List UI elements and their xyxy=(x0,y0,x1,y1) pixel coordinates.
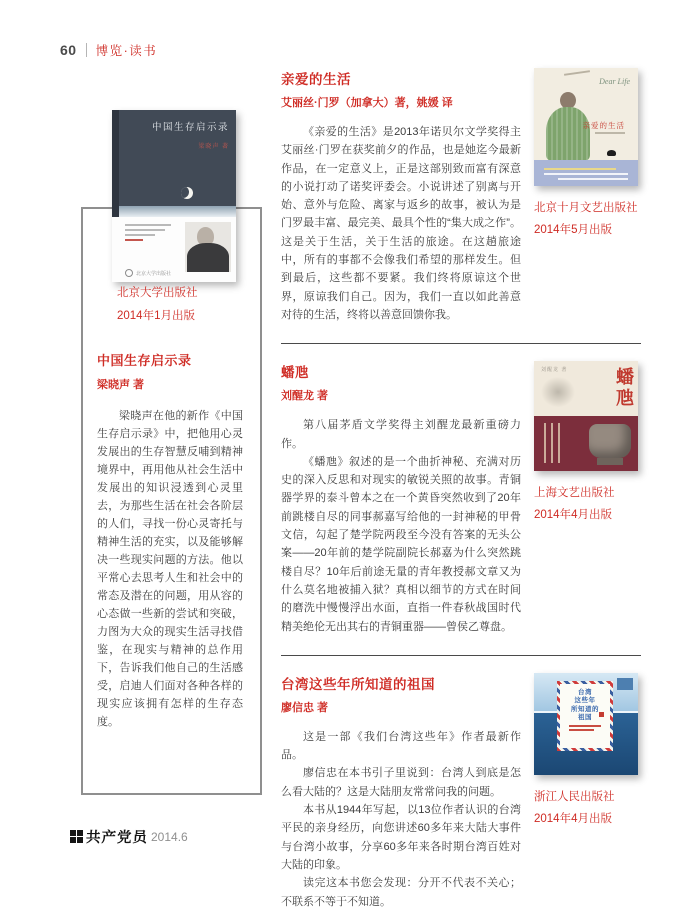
envelope-title-line: 祖国 xyxy=(578,714,592,722)
imprint-text: 北京大学出版社 xyxy=(136,270,172,277)
review-author: 艾丽丝·门罗（加拿大）著，姚媛 译 xyxy=(281,97,453,109)
airmail-envelope xyxy=(557,681,613,751)
review-dear-life xyxy=(281,68,641,324)
book-cover-taiwan xyxy=(534,673,638,775)
magazine-name: 共产党员 xyxy=(85,830,149,846)
review-main xyxy=(281,361,521,636)
feature-column xyxy=(97,282,243,742)
publish-date: 2014年4月出版 xyxy=(534,812,612,825)
cover-top-panel xyxy=(534,361,638,416)
cover-author-small-text: 刘醒龙 著 xyxy=(541,367,568,374)
cover-bottom-panel xyxy=(534,416,638,471)
review-paragraph: 第八届茅盾文学奖得主刘醒龙最新重磅力作。 xyxy=(281,419,521,450)
feature-title: 中国生存启示录 xyxy=(97,353,192,368)
cover-author-text: 梁晓声 著 xyxy=(198,144,229,150)
review-author: 刘醒龙 著 xyxy=(281,390,329,403)
feature-author: 梁晓声 著 xyxy=(97,379,145,391)
branch-decoration xyxy=(564,70,590,76)
header-separator xyxy=(86,43,87,57)
review-publisher-block xyxy=(534,197,641,241)
review-side xyxy=(534,673,641,911)
corner-tag xyxy=(617,678,633,690)
issue-number: 2014.6 xyxy=(151,829,188,844)
cover-sea-band xyxy=(112,206,236,217)
section-title: 博览·读书 xyxy=(95,44,158,58)
review-publisher-block xyxy=(534,786,641,830)
review-title: 蟠虺 xyxy=(281,365,309,381)
review-text xyxy=(281,123,521,324)
bronze-sketch xyxy=(538,374,578,410)
publish-date: 2014年5月出版 xyxy=(534,224,612,236)
cover-front xyxy=(112,110,236,206)
cover-title-text: 亲爱的生活 xyxy=(582,121,625,130)
review-main xyxy=(281,68,521,324)
publisher-name: 浙江人民出版社 xyxy=(534,790,615,803)
review-paragraph: 本书从1944年写起，以13位作者认识的台湾平民的亲身经历，向您讲述60多年来大陆大事件与台湾小故事，分享60多年来各时期台湾百姓对大陆的印象。 xyxy=(281,804,521,871)
cover-bottom-band xyxy=(534,160,638,186)
envelope-title-line: 这些年 xyxy=(574,697,596,705)
publisher-name: 北京十月文艺出版社 xyxy=(534,202,638,214)
crescent-moon-icon xyxy=(181,187,193,199)
author-photo xyxy=(185,222,231,272)
review-title: 亲爱的生活 xyxy=(281,72,351,87)
bronze-vessel xyxy=(589,424,631,458)
publisher-imprint xyxy=(125,269,171,277)
dear-life-script-text: Dear Life xyxy=(599,77,630,86)
review-side xyxy=(534,68,641,324)
review-text xyxy=(281,416,521,636)
publisher-name: 上海文艺出版社 xyxy=(534,487,615,500)
woman-green-sweater xyxy=(546,107,590,161)
book-cover-dear-life xyxy=(534,68,638,186)
review-author: 廖信忠 著 xyxy=(281,701,329,714)
cover-bottom-panel xyxy=(112,217,236,282)
feature-publisher-block xyxy=(117,282,243,328)
cover-subline xyxy=(595,132,625,134)
photo-suit xyxy=(187,243,229,272)
review-side xyxy=(534,361,641,636)
page-header xyxy=(60,41,157,59)
book-cover-china-survival xyxy=(112,110,236,282)
envelope-footer-lines xyxy=(560,725,610,731)
envelope-title-line: 所知道的 xyxy=(571,705,599,713)
review-paragraph: 《亲爱的生活》是2013年诺贝尔文学奖得主艾丽丝·门罗在获奖前夕的作品，也是她迄今最新作品，在一定意义上，正是这部别致而富有深意的小说打动了诺奖评委会。小说讲述了别离与开始、意外与危险、离家与返乡的故事，被认为是门罗最丰富、最完美、最具个性的“集大成之作”。 这是关于生活，关于生活的旅途。在这趟旅途中，所有的事都不会像我们希望的那样发生。但到最后，这些都不要紧。我们终将原谅这个世界，原谅我们自己。因为，我们一直以如此善意对待的生活，终将以善意回馈你我。 xyxy=(281,126,521,321)
review-taiwan xyxy=(281,673,641,911)
pku-logo-icon xyxy=(125,269,133,277)
feature-body-paragraph: 梁晓声在他的新作《中国生存启示录》中，把他用心灵发展出的生存智慧反哺到精神境界中，再用他从社会生活中发展出的知识浸透到心灵里去，为那些生活在社会各阶层的人们，寻找一份心灵寄托与精神生活的充实，以及能够解决一些现实问题的方法。他以平常心去思考人生和社会中的常态及潜在的问题，用从容的心态做一些新的尝试和突破，力图为大众的现实生活寻找借鉴，在现实与精神的总作用下，告诉我们他自己的生活感受，启迪人们面对各种各样的现实应该拥有怎样的生存态度。 xyxy=(97,410,243,728)
book-cover-pan-hui xyxy=(534,361,638,471)
publisher-name: 北京大学出版社 xyxy=(117,287,198,299)
review-paragraph: 这是一部《我们台湾这些年》作者最新作品。 xyxy=(281,730,521,762)
vertical-text-lines xyxy=(544,423,560,463)
publish-date: 2014年1月出版 xyxy=(117,310,195,322)
red-seal xyxy=(599,712,604,717)
review-publisher-block xyxy=(534,482,641,526)
review-main xyxy=(281,673,521,911)
review-pan-hui xyxy=(281,361,641,636)
review-title: 台湾这些年所知道的祖国 xyxy=(281,676,435,692)
cat-silhouette xyxy=(607,150,616,156)
review-paragraph: 廖信忠在本书引子里说到：台湾人到底是怎么看大陆的？这是大陆朋友常常问我的问题。 xyxy=(281,767,521,798)
review-paragraph: 读完这本书您会发现：分开不代表不关心；不联系不等于不知道。 xyxy=(281,877,521,908)
review-paragraph: 《蟠虺》叙述的是一个曲折神秘、充满对历史的深入反思和对现实的敏锐关照的故事。青铜器学界的泰斗曾本之在一个黄昏突然收到了20年前跳楼自尽的同事郝嘉写给他的一封神秘的甲骨文信，勾起了楚学院两段至今没有答案的无头公案——20年前的楚学院副院长郝嘉为什么突然跳楼自尽？10年后前途无量的青年教授郝文章又为什么莫名地被捕入狱？真相以细节的方式在时间的磨洗中慢慢浮出水面，直指一件春秋战国时代精美绝伦无出其右的青铜重器——曾侯乙尊盘。 xyxy=(281,455,521,633)
page-number: 60 xyxy=(60,42,77,58)
section-divider xyxy=(281,343,641,344)
envelope-title-line: 台湾 xyxy=(578,688,592,696)
section-divider xyxy=(281,655,641,656)
magazine-logo-icon xyxy=(70,830,83,843)
cover-title-text: 中国生存启示录 xyxy=(151,122,229,133)
cover-title-text: 蟠虺 xyxy=(614,367,634,410)
publish-date: 2014年4月出版 xyxy=(534,509,612,522)
page-footer xyxy=(70,826,188,847)
review-text xyxy=(281,728,521,911)
reviews-column xyxy=(281,68,641,911)
